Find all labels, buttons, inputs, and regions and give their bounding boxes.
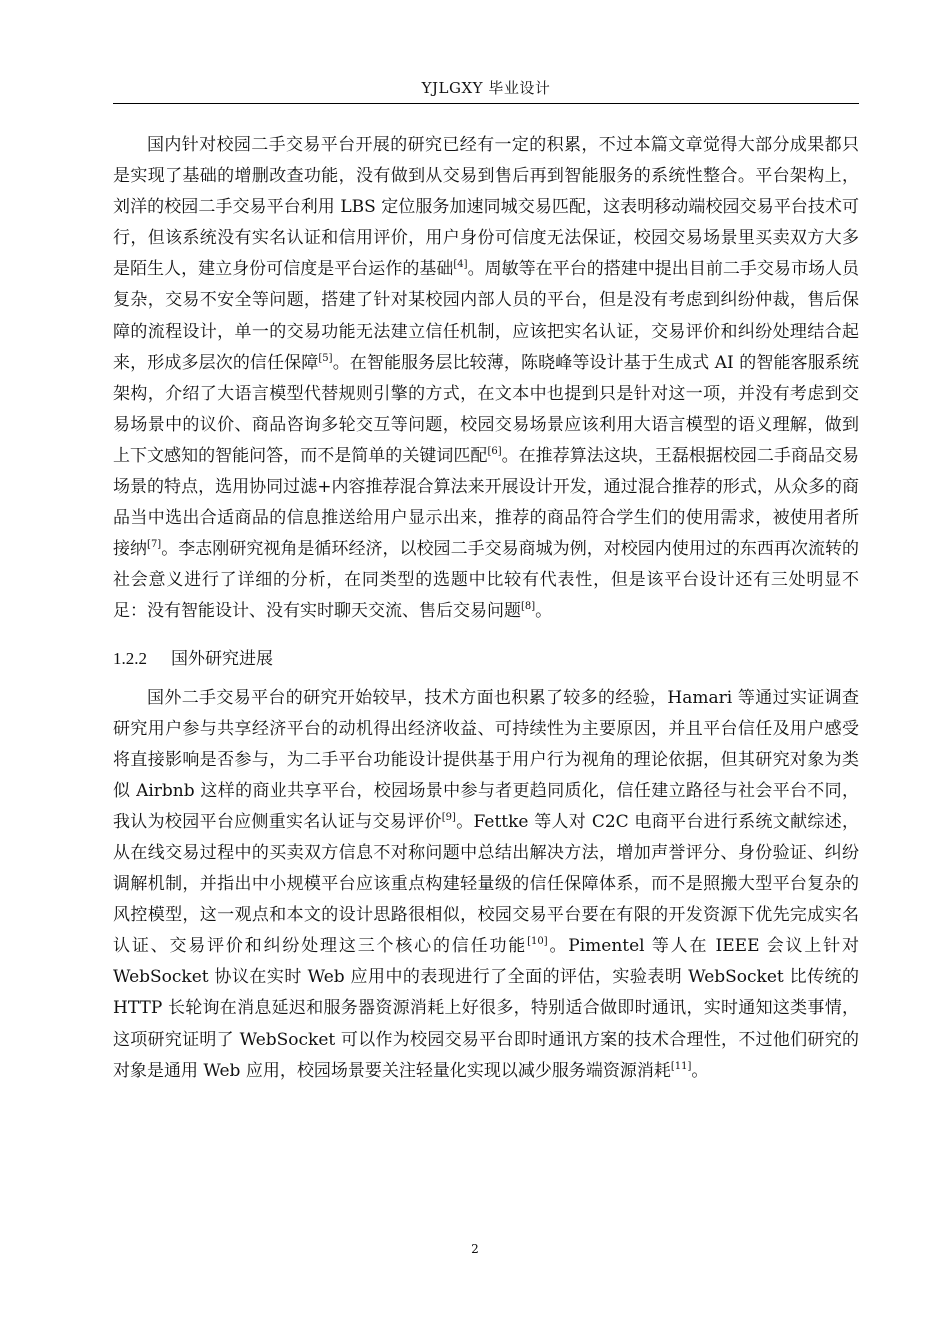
header-title: YJLGXY 毕业设计 [421, 79, 551, 97]
section-title: 国外研究进展 [171, 648, 273, 669]
paragraph-foreign-research [113, 683, 859, 1087]
citation: [5] [318, 352, 333, 364]
paragraph-text: 。在智能服务层比较薄，陈晓峰等设计基于生成式 AI 的智能客服系统架构，介绍了大语言模型代替规则引擎的方式，在文本中也提到只是针对这一项，并没有考虑到交易场景中的议价、商品咨询多轮交互等问题，校园交易场景应该利用大语言模型的语义理解，做到上下文感知的智能问答，而不是简单的关键词匹配 [113, 352, 859, 466]
document-body [113, 130, 859, 1087]
citation: [9] [441, 811, 456, 823]
paragraph-text: 。周敏等在平台的搭建中提出目前二手交易市场人员复杂，交易不安全等问题，搭建了针对某校园内部人员的平台，但是没有考虑到纠纷仲裁，售后保障的流程设计，单一的交易功能无法建立信任机制，应该把实名认证，交易评价和纠纷处理结合起来，形成多层次的信任保障 [113, 259, 860, 373]
paragraph-text: 国内针对校园二手交易平台开展的研究已经有一定的积累，不过本篇文章觉得大部分成果都只是实现了基础的增删改查功能，没有做到从交易到售后再到智能服务的系统性整合。平台架构上，刘洋的校园二手交易平台利用 LBS 定位服务加速同城交易匹配，这表明移动端校园交易平台技术可行，但该系统没有实名认证和信用评价，用户身份可信度无法保证，校园交易场景里买卖双方大多是陌生人，建立身份可信度是平台运作的基础 [113, 135, 859, 280]
citation: [4] [453, 259, 468, 271]
paragraph-text: 。Fettke 等人对 C2C 电商平台进行系统文献综述，从在线交易过程中的买卖双方信息不对称问题中总结出解决方法，增加声誉评分、身份验证、纠纷调解机制，并指出中小规模平台应该重点构建轻量级的信任保障体系，而不是照搬大型平台复杂的风控模型，这一观点和本文的设计思路很相似，校园交易平台要在有限的开发资源下优先完成实名认证、交易评价和纠纷处理这三个核心的信任功能 [113, 811, 859, 957]
paragraph-text: 。在推荐算法这块，王磊根据校园二手商品交易场景的特点，选用协同过滤+内容推荐混合算法来开展设计开发，通过混合推荐的形式，从众多的商品当中选出合适商品的信息推送给用户显示出来，推荐的商品符合学生们的使用需求，被使用者所接纳 [113, 445, 860, 560]
paragraph-text: 。Pimentel 等人在 IEEE 会议上针对 WebSocket 协议在实时 Web 应用中的表现进行了全面的评估，实验表明 WebSocket 比传统的 HTTP 长轮询在消息延迟和服务器资源消耗上好很多，特别适合做即时通讯，实时通知这类事情，这项研究证明了 WebSocket 可以作为校园交易平台即时通讯方案的技术合理性，不过他们研究的对象是通用 Web 应用，校园场景要关注轻量化实现以减少服务端资源消耗 [113, 936, 860, 1081]
citation: [8] [521, 601, 536, 613]
paragraph-text: 国外二手交易平台的研究开始较早，技术方面也积累了较多的经验，Hamari 等通过实证调查研究用户参与共享经济平台的动机得出经济收益、可持续性为主要原因，并且平台信任及用户感受将直接影响是否参与，为二手平台功能设计提供基于用户行为视角的理论依据，但其研究对象为类似 Airbnb 这样的商业共享平台，校园场景中参与者更趋同质化，信任建立路径与社会平台不同，我认为校园平台应侧重实名认证与交易评价 [113, 687, 859, 832]
paragraph-text: 。 [535, 601, 553, 622]
citation: [11] [670, 1060, 692, 1072]
citation: [6] [487, 445, 502, 457]
section-number: 1.2.2 [113, 648, 147, 668]
paragraph-text: 。李志刚研究视角是循环经济，以校园二手交易商城为例，对校园内使用过的东西再次流转的社会意义进行了详细的分析，在同类型的选题中比较有代表性，但是该平台设计还有三处明显不足：没有智能设计、没有实时聊天交流、售后交易问题 [113, 539, 860, 622]
page-number: 2 [471, 1242, 479, 1256]
citation: [7] [147, 539, 162, 551]
paragraph-text: 。 [691, 1060, 709, 1081]
citation: [10] [527, 936, 548, 948]
paragraph-domestic-research [113, 130, 859, 628]
section-heading [113, 645, 859, 673]
page-header [113, 76, 859, 104]
